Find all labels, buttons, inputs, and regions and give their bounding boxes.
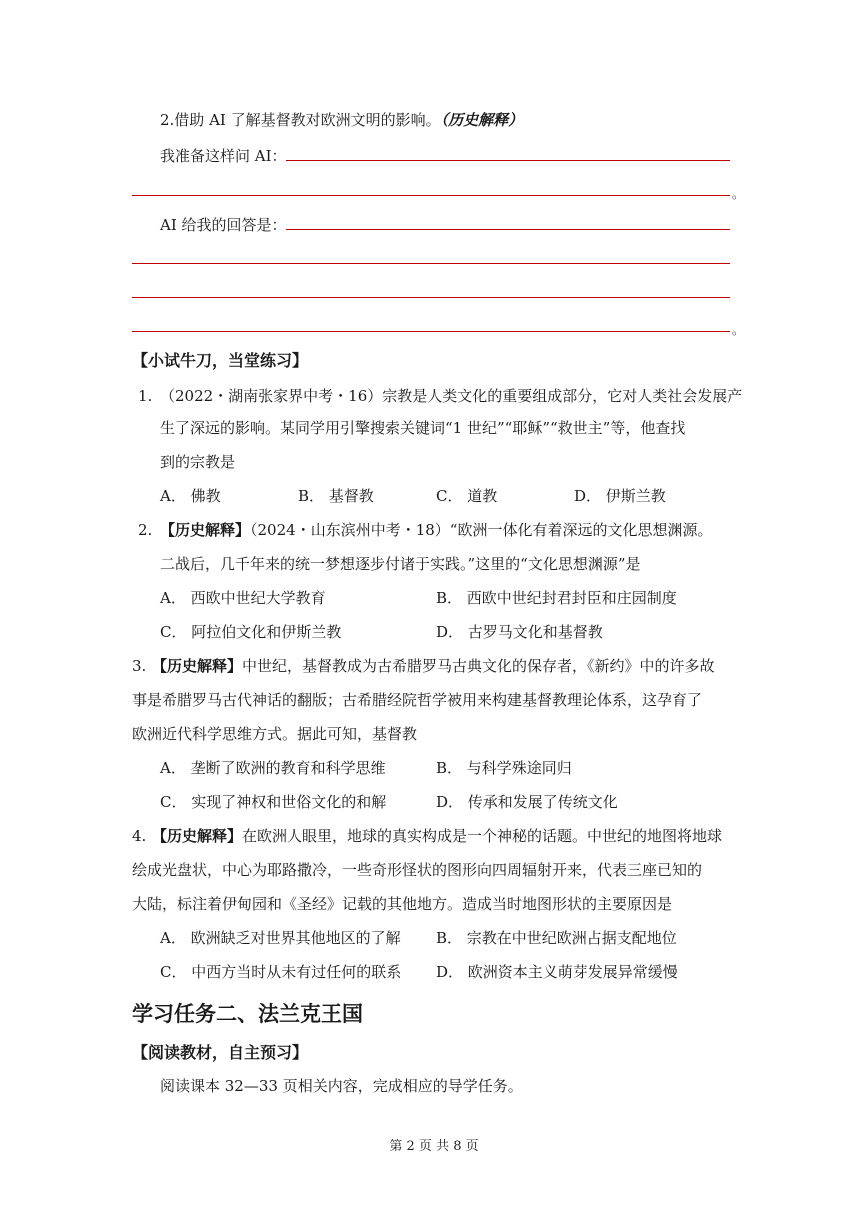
option-d[interactable]: D． 伊斯兰教 [574, 487, 666, 505]
practice-heading: 【小试牛刀，当堂练习】 [132, 351, 309, 370]
option-c[interactable]: C． 中西方当时从未有过任何的联系 [160, 963, 402, 981]
question-3-line [152, 656, 715, 676]
ai-task-title [160, 110, 523, 130]
option-b[interactable]: B． 与科学殊途同归 [436, 759, 572, 777]
reading-heading: 【阅读教材，自主预习】 [132, 1043, 309, 1062]
answer-line[interactable] [286, 229, 730, 230]
option-c[interactable]: C． 实现了神权和世俗文化的和解 [160, 793, 387, 811]
option-d[interactable]: D． 传承和发展了传统文化 [436, 793, 618, 811]
option-b[interactable]: B． 西欧中世纪封君封臣和庄园制度 [436, 589, 677, 607]
question-number: 2. [138, 521, 153, 539]
ai-task-title-tag: （历史解释） [440, 111, 524, 129]
question-1-line: 生了深远的影响。某同学用引擎搜索关键词“1 世纪”“耶稣”“救世主”等，他查找 [160, 419, 686, 437]
page-footer: 第 2 页 共 8 页 [389, 1139, 479, 1154]
answer-line[interactable] [286, 160, 730, 161]
option-b[interactable]: B． 宗教在中世纪欧洲占据支配地位 [436, 929, 677, 947]
answer-line[interactable] [132, 195, 730, 196]
question-number: 4. [132, 827, 147, 845]
option-a[interactable]: A． 欧洲缺乏对世界其他地区的了解 [160, 929, 401, 947]
ai-task-title-text: 2.借助 AI 了解基督教对欧洲文明的影响。 [160, 111, 441, 129]
answer-label: AI 给我的回答是： [160, 216, 287, 234]
reading-instruction: 阅读课本 32—33 页相关内容，完成相应的导学任务。 [160, 1077, 523, 1095]
option-b[interactable]: B． 基督教 [298, 487, 374, 505]
question-text: 在欧洲人眼里，地球的真实构成是一个神秘的话题。中世纪的地图将地球 [242, 827, 723, 845]
end-mark: 。 [732, 187, 745, 201]
option-a[interactable]: A． 西欧中世纪大学教育 [160, 589, 326, 607]
option-d[interactable]: D． 古罗马文化和基督教 [436, 623, 603, 641]
question-1 [138, 386, 152, 406]
question-4 [132, 826, 146, 846]
question-text: 中世纪，基督教成为古希腊罗马古典文化的保存者，《新约》中的许多故 [242, 657, 715, 675]
task-heading: 学习任务二、法兰克王国 [132, 1002, 363, 1026]
question-4-line: 大陆，标注着伊甸园和《圣经》记载的其他地方。造成当时地图形状的主要原因是 [132, 895, 673, 913]
option-a[interactable]: A． 佛教 [160, 487, 221, 505]
answer-line[interactable] [132, 297, 730, 298]
history-tag: 【历史解释】 [152, 657, 243, 675]
question-2 [138, 520, 152, 540]
question-text: （2024・山东滨州中考・18）“欧洲一体化有着深远的文化思想渊源。 [250, 521, 713, 539]
answer-line[interactable] [132, 263, 730, 264]
option-c[interactable]: C． 阿拉伯文化和伊斯兰教 [160, 623, 342, 641]
option-c[interactable]: C． 道教 [436, 487, 498, 505]
history-tag: 【历史解释】 [152, 827, 243, 845]
question-number: 3. [132, 657, 147, 675]
history-tag: 【历史解释】 [160, 521, 251, 539]
question-2-line: 二战后，几千年来的统一梦想逐步付诸于实践。”这里的“文化思想渊源”是 [160, 555, 641, 573]
question-4-line: 绘成光盘状，中心为耶路撒冷，一些奇形怪状的图形向四周辐射开来，代表三座已知的 [132, 861, 703, 879]
answer-line[interactable] [132, 331, 730, 332]
ask-label: 我准备这样问 AI： [160, 147, 287, 165]
question-number: 1. [138, 387, 153, 405]
option-a[interactable]: A． 垄断了欧洲的教育和科学思维 [160, 759, 386, 777]
end-mark: 。 [732, 323, 745, 337]
question-3-line: 欧洲近代科学思维方式。据此可知，基督教 [132, 725, 418, 743]
question-3 [132, 656, 146, 676]
option-d[interactable]: D． 欧洲资本主义萌芽发展异常缓慢 [436, 963, 678, 981]
question-3-line: 事是希腊罗马古代神话的翻版；古希腊经院哲学被用来构建基督教理论体系，这孕育了 [132, 691, 703, 709]
question-1-line: 到的宗教是 [160, 453, 236, 471]
question-4-line [152, 826, 722, 846]
question-2-line [160, 520, 712, 540]
question-1-line: （2022・湖南张家界中考・16）宗教是人类文化的重要组成部分，它对人类社会发展产 [160, 387, 743, 405]
